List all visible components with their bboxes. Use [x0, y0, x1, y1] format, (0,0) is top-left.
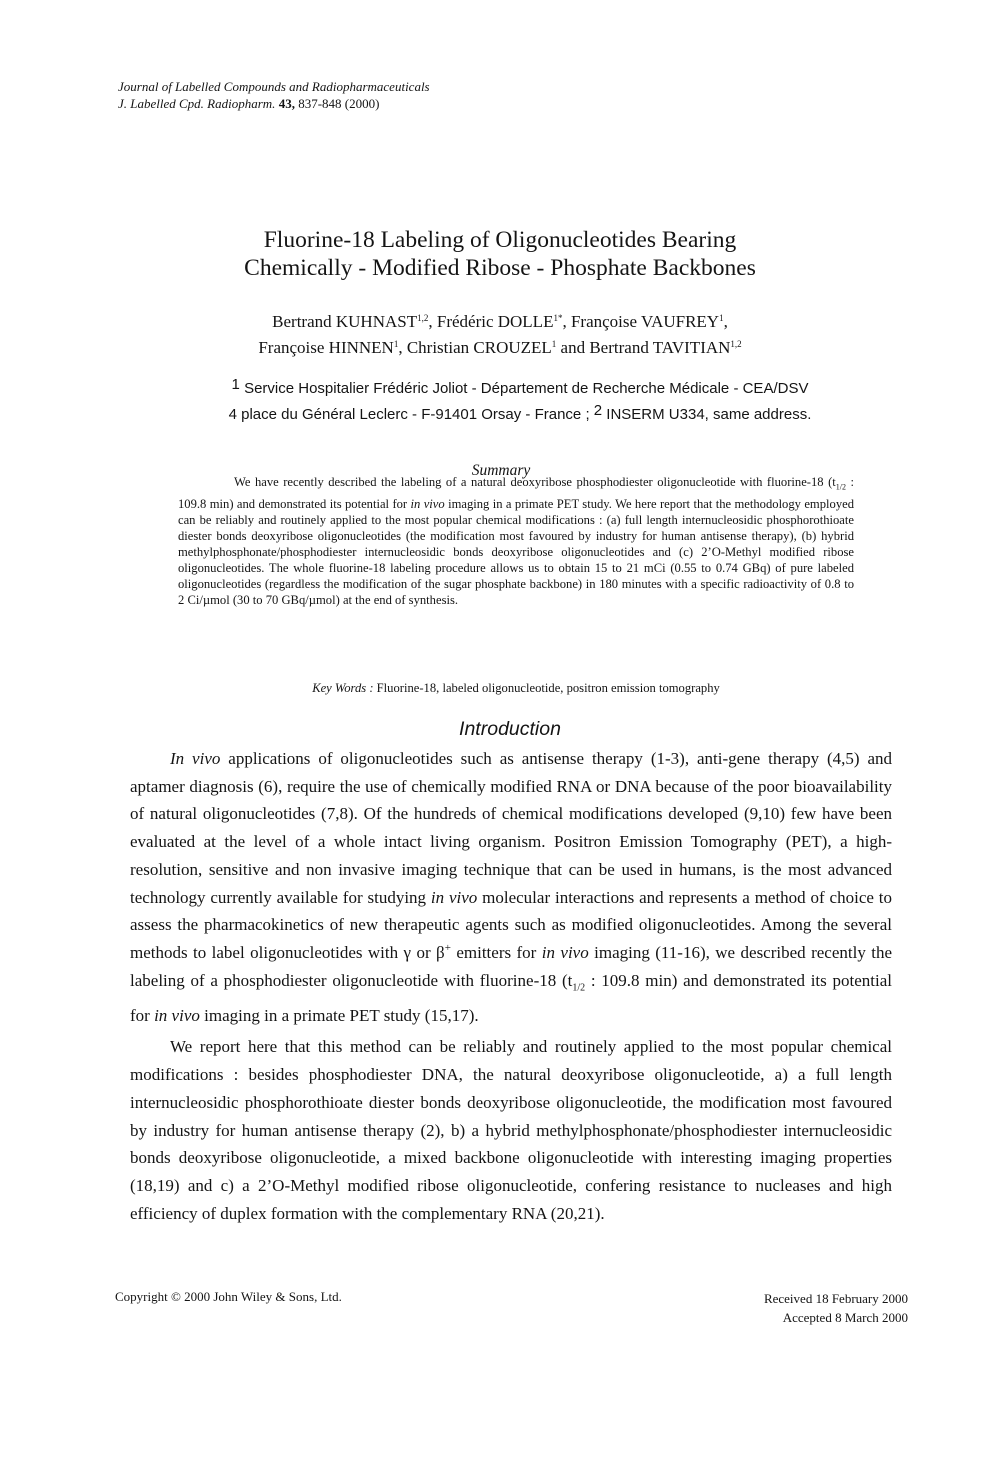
affiliation-line-1: 1 Service Hospitalier Frédéric Joliot - Département de Recherche Médicale - CEA/DSV — [231, 376, 809, 397]
author-affil: 1 — [393, 339, 399, 349]
journal-name: Journal of Labelled Compounds and Radiopharmaceuticals — [118, 79, 430, 94]
intro-p1-segment: emitters for — [450, 942, 542, 962]
intro-p1-segment: + — [444, 941, 451, 954]
author-affil: 1 — [551, 339, 557, 349]
author-name: Bertrand KUHNAST — [272, 312, 418, 331]
intro-p1-segment: in vivo — [430, 887, 478, 907]
author-list — [140, 309, 860, 361]
author-affil: 1* — [553, 313, 563, 323]
intro-p1-segment: : 109.8 min) and demonstrated its potential for — [130, 970, 892, 1025]
summary-text: We have recently described the labeling of a natural deoxyribose phosphodiester oligonucleotide with fluorine-18 ($t_{1/2}$ : 109.8 min) and demonstrated its potential for in vivo imaging in a primate PET study. We here report that the methodology employed can be reliably and routinely applied to the most popular chemical modifications : (a) full length internucleosidic phosphorothioate diester bonds deoxyribose oligonucleotides (the modification most favoured by industry for human antisense therapy), (b) hybrid methylphosphonate/phosphodiester internucleosidic bonds deoxyribose oligonucleotides and (c) 2’O-Methyl modified ribose oligonucleotides. The whole fluorine-18 labeling procedure allows us to obtain 15 to 21 mCi (0.55 to 0.74 GBq) of pure labeled oligonucleotides (regardless the modification of the sugar phosphate backbone) in 180 minutes with a specific radioactivity of 0.8 to 2 Ci/µmol (30 to 70 GBq/µmol) at the end of synthesis. — [178, 475, 855, 608]
keywords-text: Fluorine-18, labeled oligonucleotide, positron emission tomography — [373, 681, 720, 695]
intro-p1-segment: imaging (11-16), we described recently the labeling of a phosphodiester oligonucleotide with fluorine-18 (t — [130, 942, 892, 990]
summary-heading: Summary — [471, 462, 531, 479]
accepted-date: Accepted 8 March 2000 — [782, 1310, 908, 1325]
received-date: Received 18 February 2000 — [763, 1291, 908, 1306]
author-affil: 1,2 — [730, 339, 742, 349]
author-name: Christian CROUZEL — [406, 338, 552, 357]
intro-p1-segment: 1/2 — [572, 982, 586, 994]
keywords-label: Key Words : — [312, 681, 374, 695]
journal-volume: 43, — [278, 96, 295, 111]
author-line-2: Françoise HINNEN$^1$, Christian CROUZEL$^1$ and Bertrand TAVITIAN$^{1,2}$ — [258, 338, 742, 357]
introduction-heading: Introduction — [459, 718, 561, 740]
intro-p1-segment: molecular interactions and represents a method of choice to assess the pharmacokinetics of new therapeutic agents such as modified oligonucleotides. Among the several methods to label oligonucleotides with γ or β — [130, 887, 892, 962]
intro-p1-segment: in vivo — [541, 942, 589, 962]
intro-p1-segment: applications of oligonucleotides such as antisense therapy (1-3), anti-gene therapy (4,5) and aptamer diagnosis (6), require the use of chemically modified RNA or DNA because of the poor bioavailability of natural oligonucleotides (7,8). Of the hundreds of chemical modifications developed (9,10) few have been evaluated at the level of a whole intact living organism. Positron Emission Tomography (PET), a high-resolution, sensitive and non invasive imaging technique that can be used in humans, is the most advanced technology currently available for studying — [130, 749, 892, 907]
introduction-body — [130, 745, 892, 1227]
author-line-1: Bertrand KUHNAST$^{1,2}$, Frédéric $DOLLE^{1*}$, Françoise VAUFREY$^1$, — [272, 312, 728, 331]
intro-p1-segment: in vivo — [154, 1005, 200, 1025]
author-name: Françoise HINNEN — [258, 338, 394, 357]
journal-citation: J. Labelled Cpd. Radiopharm. 43, 837-848 (2000) — [118, 96, 380, 111]
keywords — [178, 681, 854, 696]
author-name: Frédéric DOLLE — [436, 312, 554, 331]
article-dates — [620, 1289, 908, 1327]
copyright: Copyright © 2000 John Wiley & Sons, Ltd. — [115, 1289, 342, 1304]
paper-title — [140, 226, 860, 282]
title-line-1: Fluorine-18 Labeling of Oligonucleotides Bearing — [263, 227, 737, 253]
author-affil: 1 — [719, 313, 724, 323]
title-line-2: Chemically - Modified Ribose - Phosphate Backbones — [244, 255, 756, 281]
affiliation-line-2: 4 place du Général Leclerc - F-91401 Orsay - France ; 2 INSERM U334, same address. — [228, 402, 812, 423]
author-name: Françoise VAUFREY — [570, 312, 720, 331]
author-name: Bertrand TAVITIAN — [589, 338, 731, 357]
intro-p1-segment: In vivo — [170, 749, 221, 768]
intro-paragraph-1 — [130, 745, 892, 1029]
intro-p1-segment: imaging in a primate PET study (15,17). — [199, 1005, 479, 1025]
journal-header — [118, 78, 430, 112]
author-affil: 1,2 — [417, 313, 429, 323]
intro-paragraph-2: We report here that this method can be reliably and routinely applied to the most popular chemical modifications : besides phosphodiester DNA, the natural deoxyribose oligonucleotide, a) a full length internucleosidic phosphorothioate diester bonds deoxyribose oligonucleotide, the modification most favoured by industry for human antisense therapy (2), b) a hybrid methylphosphonate/phosphodiester internucleosidic bonds deoxyribose oligonucleotide, a mixed backbone oligonucleotide with interesting imaging properties (18,19) and c) a 2’O-Methyl modified ribose oligonucleotide, confering resistance to nucleases and high efficiency of duplex formation with the complementary RNA (20,21). — [130, 1037, 892, 1223]
affiliation — [180, 374, 860, 426]
journal-pages: 837-848 (2000) — [298, 96, 380, 111]
